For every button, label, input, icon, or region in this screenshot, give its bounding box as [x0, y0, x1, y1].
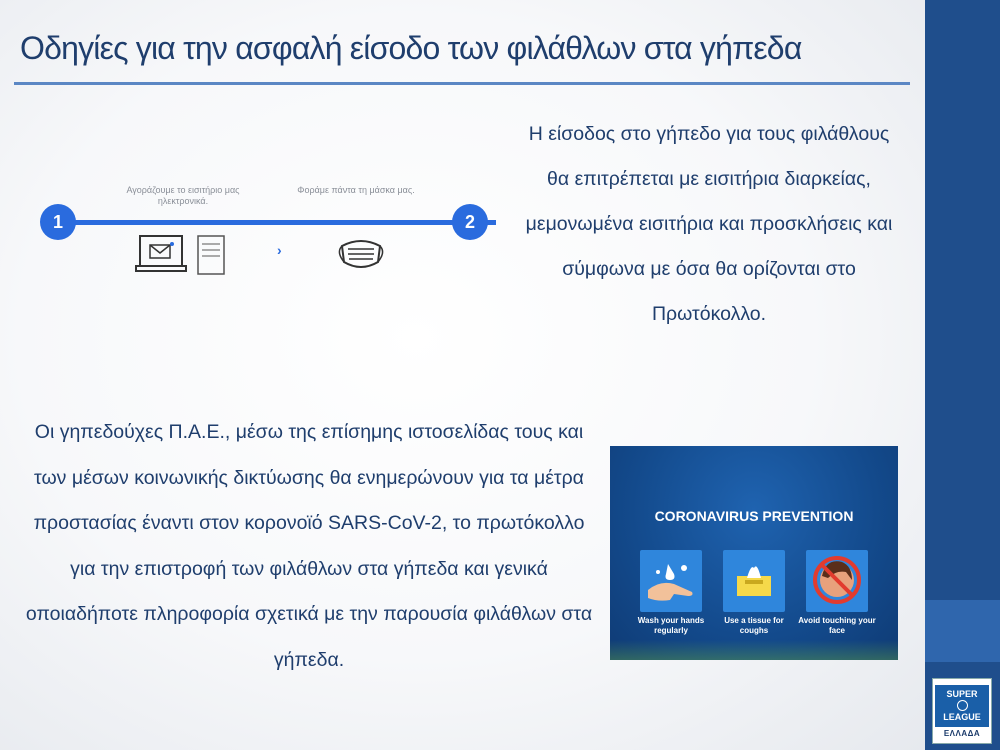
corona-item-label: Use a tissue for coughs [724, 616, 784, 635]
corona-item-label: Avoid touching your face [798, 616, 876, 635]
club-information-paragraph: Οι γηπεδούχες Π.Α.Ε., μέσω της επίσημης ιστοσελίδας τους και των μέσων κοινωνικής δικτύωσης θα ενημερώνουν για τα μέτρα προστασίας έναντι στον κορονοϊό SARS-CoV-2, το πρωτόκολλο για την επιστροφή των φιλάθλων στα γήπεδα και γενικά οποιαδήποτε πληροφορία σχετικά με την παρουσία φιλάθλων στα γήπεδα. [25, 421, 593, 671]
title-divider [14, 82, 910, 85]
corona-item-label: Wash your hands regularly [637, 616, 705, 635]
coronavirus-prevention-image [610, 446, 898, 660]
slide-title: Οδηγίες για την ασφαλή είσοδο των φιλάθλων στα γήπεδα [20, 30, 802, 66]
step-2-circle: 2 [452, 204, 488, 240]
laptop-mail-icon [134, 234, 194, 276]
ticket-steps-figure [36, 178, 498, 278]
logo-line-1: SUPER [946, 689, 978, 699]
face-mask-icon [334, 232, 388, 276]
hand-wash-icon [640, 550, 702, 612]
step-2-caption: Φοράμε πάντα τη μάσκα μας. [297, 185, 415, 195]
step-1-caption: Αγοράζουμε το εισιτήριο μας ηλεκτρονικά. [126, 185, 240, 206]
super-league-logo [932, 678, 992, 744]
logo-line-2: LEAGUE [943, 712, 981, 722]
tissue-box-icon [723, 550, 785, 612]
ticket-icon [196, 234, 226, 276]
steps-line [56, 220, 496, 225]
corona-card-bottom-glow [610, 640, 898, 660]
step-1-circle: 1 [40, 204, 76, 240]
corona-card-title: CORONAVIRUS PREVENTION [654, 508, 854, 524]
logo-emblem [935, 685, 989, 727]
logo-subtitle: ΕΛΛΑΔΑ [943, 728, 981, 738]
ball-icon [957, 700, 968, 711]
sidebar-accent-block [925, 600, 1000, 662]
no-face-touch-icon [806, 550, 868, 612]
entry-tickets-paragraph: Η είσοδος στο γήπεδο για τους φιλάθλους θα επιτρέπεται με εισιτήρια διαρκείας, μεμονωμένα εισιτήρια και προσκλήσεις και σύμφωνα με όσα θα ορίζονται στο Πρωτόκολλο. [525, 123, 893, 325]
chevron-right-icon: › [277, 242, 282, 258]
